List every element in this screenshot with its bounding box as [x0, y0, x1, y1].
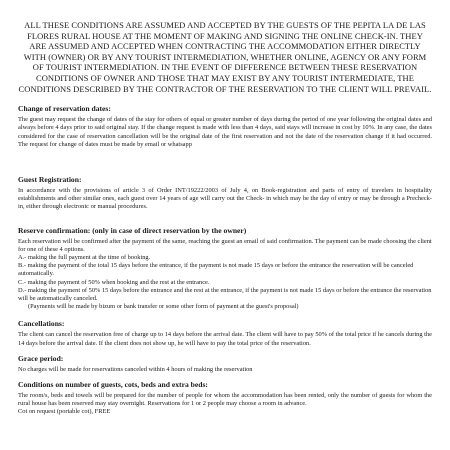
- section-grace-period: [18, 354, 432, 374]
- spacer: [18, 149, 432, 175]
- section-change-dates: [18, 104, 432, 149]
- text-grace-period: No charges will be made for reservations canceled within 4 hours of making the reservation: [18, 365, 253, 373]
- intro-conditions: ALL THESE CONDITIONS ARE ASSUMED AND ACCEPTED BY THE GUESTS OF THE PEPITA LA DE LAS FLORES RURAL HOUSE AT THE MOMENT OF MAKING AND SIGNING THE ONLINE CHECK-IN. THEY ARE ASSUMED AND ACCEPTED WHEN CONTRACTING THE ACCOMMODATION EITHER DIRECTLY WITH (OWNER) OR BY ANY TOURIST INTERMEDIATION, WHETHER ONLINE, AGENCY OR ANY FORM OF TOURIST INTERMEDIATION. IN THE EVENT OF DIFFERENCE BETWEEN THESE RESERVATION CONDITIONS OF OWNER AND THOSE THAT MAY EXIST BY ANY TOURIST INTERMEDIATE, THE CONDITIONS DESCRIBED BY THE CONTRACTOR OF THE RESERVATION TO THE CLIENT WILL PREVAIL.: [18, 20, 432, 94]
- text-guest-registration: In accordance with the provisions of article 3 of Order INT/19222/2003 of July 4, on Book-registration and parts of entry of travelers in hospitality establishments and other similar ones, each guest over 14 years of age will carry out the Check- in which may be the day of entry or may be through a Precheck-in, either through electronic or manual procedures.: [18, 186, 432, 211]
- heading-guests-conditions: Conditions on number of guests, cots, beds and extra beds:: [18, 380, 208, 390]
- heading-cancellations: Cancellations:: [18, 319, 65, 329]
- heading-reserve-confirmation: Reserve confirmation: (only in case of direct reservation by the owner): [18, 225, 247, 235]
- text-guests-conditions: The room/s, beds and towels will be prepared for the number of people for whom the accommodation has been rented, only the number of guests for whom the rural house has been reserved may stay overnight. Reservations for 1 or 2 people may choose a room in advance.: [18, 392, 432, 408]
- heading-change-dates: Change of reservation dates:: [18, 104, 111, 114]
- text-change-dates: The guest may request the change of dates of the stay for others of equal or greater number of days during the period of one year following the original dates and always before 4 days prior to said original stay. If the change request is made with less than 4 days, said stays will increase in cost by 10%. In any case, the dates considered for the case of reservation cancellation will be the original date of the first reservation and not the date of the reservation change if it had occurred. The request for change of dates must be made by email or whatsapp: [18, 116, 432, 148]
- text-option-b: B.- making the payment of the total 15 days before the entrance, if the payment is not made 15 days or before the entrance the reservation will be canceled automatically.: [18, 262, 414, 278]
- section-guest-registration: [18, 175, 432, 212]
- heading-grace-period: Grace period:: [18, 353, 64, 363]
- text-cot: Cot on request (portable cot), FREE: [18, 408, 111, 416]
- text-option-d: D.- making the payment of 50% 15 days before the entrance and the rest at the entrance, if the payment is not made 15 days or before the entrance the reservation will be automatically canceled.: [18, 286, 432, 302]
- text-option-a: A.- making the full payment at the time of booking.: [18, 253, 151, 261]
- section-cancellations: [18, 319, 432, 347]
- text-cancellations: The client can cancel the reservation free of charge up to 14 days before the arrival date. The client will have to pay 50% of the total price if he cancels during the 14 days before the arrival date. If the client does not show up, he will have to pay the total price of the reservation.: [18, 331, 432, 347]
- section-reserve-confirmation: [18, 226, 432, 312]
- spacer: [18, 212, 432, 226]
- heading-guest-registration: Guest Registration:: [18, 174, 82, 184]
- section-guests-conditions: [18, 380, 432, 417]
- text-payment-note: (Payments will be made by bizum or bank transfer or some other form of payment at the guest's proposal): [28, 303, 299, 311]
- spacer: [18, 311, 432, 319]
- text-confirmation-intro: Each reservation will be confirmed after the payment of the same, reaching the guest an email of said confirmation. The payment can be made choosing the client for one of these 4 options.: [18, 237, 432, 253]
- text-option-c: C.- making the payment of 50% when booking and the rest at the entrance.: [18, 278, 210, 286]
